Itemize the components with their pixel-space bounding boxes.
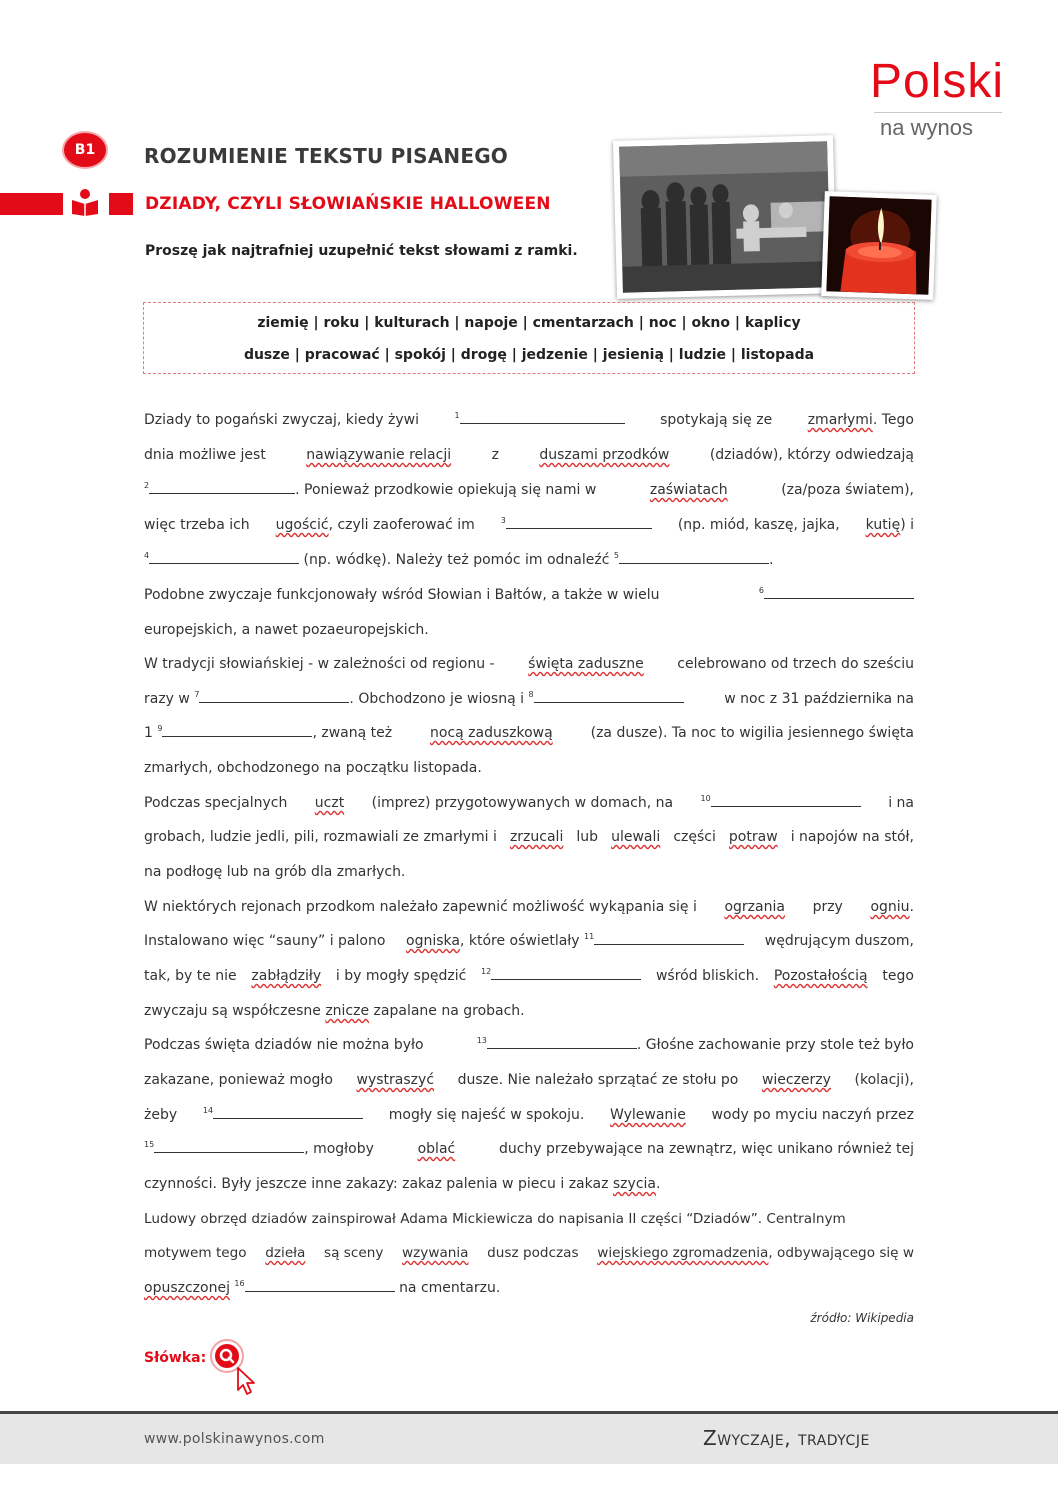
footer-url[interactable]: www.polskinawynos.com — [144, 1431, 325, 1447]
underlined-word: Wylewanie — [610, 1107, 686, 1123]
text-fragment: 1 — [144, 725, 153, 741]
vocabulary-label: Słówka: — [144, 1350, 207, 1366]
text-fragment: . — [768, 552, 774, 568]
text-fragment: i napojów na stół, — [790, 829, 914, 845]
underlined-word: nawiązywanie relacji — [306, 447, 452, 463]
text-fragment: , mogłoby — [304, 1141, 374, 1157]
word-box-line: dusze | pracować | spokój | drogę | jedzenie | jesienią | ludzie | listopada — [243, 347, 815, 363]
gap-blank[interactable] — [154, 1139, 304, 1153]
footer-category: Zwyczaje, tradycje — [703, 1426, 870, 1450]
text-fragment: . Tego — [872, 412, 914, 428]
gap-number: 14 — [202, 1106, 214, 1115]
text-fragment: , które oświetlały — [459, 933, 580, 949]
underlined-word: Pozostałością — [773, 968, 868, 984]
text-fragment: grobach, ludzie jedli, pili, rozmawiali ze zmarłymi i — [144, 829, 497, 845]
vocabulary-search-icon[interactable] — [210, 1338, 262, 1396]
gap-number: 1 — [454, 411, 460, 420]
text-fragment: Podczas specjalnych — [144, 795, 288, 811]
gap-blank[interactable] — [491, 966, 641, 980]
gap-number: 11 — [584, 932, 595, 941]
text-fragment: , zwaną też — [312, 725, 393, 741]
text-fragment: na cmentarzu. — [399, 1280, 501, 1296]
text-fragment: , czyli zaoferować im — [328, 517, 475, 533]
text-fragment: zwyczaju są współczesne — [144, 1003, 321, 1019]
gap-number: 4 — [144, 551, 150, 560]
text-fragment: Ludowy obrzęd dziadów zainspirował Adama Mickiewicza do napisania II części “Dziadów”. Centralnym — [144, 1211, 846, 1227]
dziady-painting-photo — [613, 135, 837, 299]
text-fragment: Podobne zwyczaje funkcjonowały wśród Słowian i Bałtów, a także w wielu — [144, 587, 660, 603]
underlined-word: zmarłymi — [807, 412, 873, 428]
gap-blank[interactable] — [764, 585, 914, 599]
text-fragment: zapalane na grobach. — [373, 1003, 525, 1019]
underlined-word: ogniu — [870, 899, 910, 915]
underlined-word: wieczerzy — [761, 1072, 831, 1088]
text-fragment: Dziady to pogański zwyczaj, kiedy żywi — [144, 412, 419, 428]
text-fragment: (imprez) przygotowywanych w domach, na — [371, 795, 674, 811]
gap-number: 7 — [194, 690, 200, 699]
underlined-word: dzieła — [265, 1245, 306, 1261]
text-fragment: mogły się najeść w spokoju. — [388, 1107, 585, 1123]
text-fragment: wody po myciu naczyń przez — [711, 1107, 914, 1123]
text-fragment: celebrowano od trzech do sześciu — [677, 656, 914, 672]
level-badge: B1 — [64, 133, 106, 167]
text-fragment: tak, by te nie — [144, 968, 237, 984]
text-fragment: żeby — [144, 1107, 178, 1123]
underlined-word: święta zaduszne — [528, 656, 644, 672]
text-fragment: duchy przebywające na zewnątrz, więc unikano również tej — [498, 1141, 914, 1157]
underlined-word: uczt — [314, 795, 345, 811]
text-fragment: lub — [576, 829, 599, 845]
text-fragment: tego — [882, 968, 914, 984]
gap-blank[interactable] — [162, 723, 312, 737]
text-fragment: części — [673, 829, 716, 845]
text-fragment: Instalowano więc “sauny” i palono — [144, 933, 386, 949]
text-fragment: europejskich, a nawet pozaeuropejskich. — [144, 622, 429, 638]
text-fragment: i na — [888, 795, 914, 811]
text-fragment: Podczas święta dziadów nie można było — [144, 1037, 424, 1053]
gap-blank[interactable] — [149, 550, 299, 564]
text-fragment: są sceny — [324, 1245, 384, 1261]
text-fragment: czynności. Były jeszcze inne zakazy: zakaz palenia w piecu i zakaz — [144, 1176, 609, 1192]
underlined-word: zrzucali — [509, 829, 564, 845]
underlined-word: oblać — [417, 1141, 456, 1157]
text-fragment: (kolacji), — [854, 1072, 914, 1088]
underlined-word: ulewali — [611, 829, 661, 845]
underlined-word: zaświatach — [649, 482, 728, 498]
gap-number: 5 — [613, 551, 619, 560]
gap-number: 10 — [700, 794, 711, 803]
red-band-mid — [109, 193, 133, 215]
text-fragment: więc trzeba ich — [144, 517, 250, 533]
text-fragment: i by mogły spędzić — [335, 968, 467, 984]
gap-number: 8 — [528, 690, 534, 699]
gap-number: 2 — [144, 481, 150, 490]
gap-blank[interactable] — [619, 550, 769, 564]
text-fragment: zakazane, ponieważ mogło — [144, 1072, 333, 1088]
text-fragment: na podłogę lub na grób dla zmarłych. — [144, 864, 406, 880]
gap-blank[interactable] — [534, 689, 684, 703]
text-fragment: W niektórych rejonach przodkom należało zapewnić możliwość wykąpania się i — [144, 899, 697, 915]
text-fragment: przy — [812, 899, 843, 915]
gap-blank[interactable] — [245, 1278, 395, 1292]
gap-blank[interactable] — [487, 1035, 637, 1049]
text-fragment: dusze. Nie należało sprzątać ze stołu po — [457, 1072, 739, 1088]
text-fragment: . — [655, 1176, 661, 1192]
underlined-word: szycia — [612, 1176, 656, 1192]
text-fragment: dusz podczas — [487, 1245, 579, 1261]
gap-blank[interactable] — [711, 793, 861, 807]
gap-number: 3 — [500, 516, 506, 525]
candle-photo — [821, 191, 937, 300]
reading-book-icon — [71, 188, 99, 216]
text-fragment: motywem tego — [144, 1245, 247, 1261]
gap-number: 16 — [234, 1279, 245, 1288]
word-box — [143, 302, 915, 374]
underlined-word: wzywania — [402, 1245, 469, 1261]
gap-blank[interactable] — [213, 1105, 363, 1119]
text-fragment: W tradycji słowiańskiej - w zależności od regionu - — [144, 656, 495, 672]
text-fragment: wędrującym duszom, — [764, 933, 914, 949]
underlined-word: nocą zaduszkową — [430, 725, 553, 741]
section-title: ROZUMIENIE TEKSTU PISANEGO — [144, 144, 509, 168]
underlined-word: ogniska — [406, 933, 460, 949]
gap-number: 6 — [758, 586, 764, 595]
gap-blank[interactable] — [149, 480, 295, 494]
text-fragment: ) i — [900, 517, 914, 533]
logo-divider — [874, 112, 1002, 113]
underlined-word: opuszczonej — [144, 1280, 230, 1296]
logo-main-text: Polski — [870, 55, 1005, 108]
gap-number: 12 — [481, 967, 492, 976]
gap-blank[interactable] — [460, 410, 625, 424]
underlined-word: znicze — [325, 1003, 370, 1019]
instruction: Proszę jak najtrafniej uzupełnić tekst słowami z ramki. — [145, 243, 578, 259]
gap-number: 9 — [157, 724, 163, 733]
text-fragment: (np. wódkę). Należy też pomóc im odnaleźć — [303, 552, 610, 568]
underlined-word: kutię — [865, 517, 901, 533]
text-fragment: . Głośne zachowanie przy stole też było — [636, 1037, 914, 1053]
text-fragment: (za/poza światem), — [781, 482, 914, 498]
text-fragment: spotykają się ze — [660, 412, 773, 428]
text-fragment: razy w — [144, 691, 190, 707]
underlined-word: wystraszyć — [356, 1072, 435, 1088]
gap-blank[interactable] — [199, 689, 349, 703]
text-fragment: wśród bliskich. — [655, 968, 760, 984]
gap-number: 15 — [144, 1140, 155, 1149]
text-fragment: dnia możliwe jest — [144, 447, 266, 463]
underlined-word: ugościć — [275, 517, 329, 533]
underlined-word: zabłądziły — [251, 968, 322, 984]
text-fragment: . Ponieważ przodkowie opiekują się nami w — [295, 482, 597, 498]
text-fragment: zmarłych, obchodzonego na początku listopada. — [144, 760, 482, 776]
gap-number: 13 — [476, 1036, 487, 1045]
text-fragment: (np. miód, kaszę, jajka, — [677, 517, 840, 533]
gap-blank[interactable] — [594, 931, 744, 945]
gap-blank[interactable] — [506, 515, 652, 529]
article-title: DZIADY, CZYLI SŁOWIAŃSKIE HALLOWEEN — [145, 194, 551, 214]
text-fragment: (za dusze). Ta noc to wigilia jesiennego święta — [590, 725, 914, 741]
text-fragment: , odbywającego się w — [768, 1245, 914, 1261]
underlined-word: ogrzania — [724, 899, 785, 915]
text-fragment: . — [909, 899, 914, 915]
text-fragment: w noc z 31 października na — [724, 691, 914, 707]
word-box-line: ziemię | roku | kulturach | napoje | cmentarzach | noc | okno | kaplicy — [257, 315, 801, 331]
red-band-left — [0, 193, 63, 215]
source-note: źródło: Wikipedia — [810, 1311, 914, 1325]
underlined-word: wiejskiego zgromadzenia — [597, 1245, 769, 1261]
logo-sub-text: na wynos — [880, 115, 973, 140]
text-fragment: . Obchodzono je wiosną i — [349, 691, 524, 707]
underlined-word: potraw — [728, 829, 778, 845]
text-fragment: (dziadów), którzy odwiedzają — [709, 447, 914, 463]
underlined-word: duszami przodków — [539, 447, 670, 463]
text-fragment: z — [491, 447, 499, 463]
